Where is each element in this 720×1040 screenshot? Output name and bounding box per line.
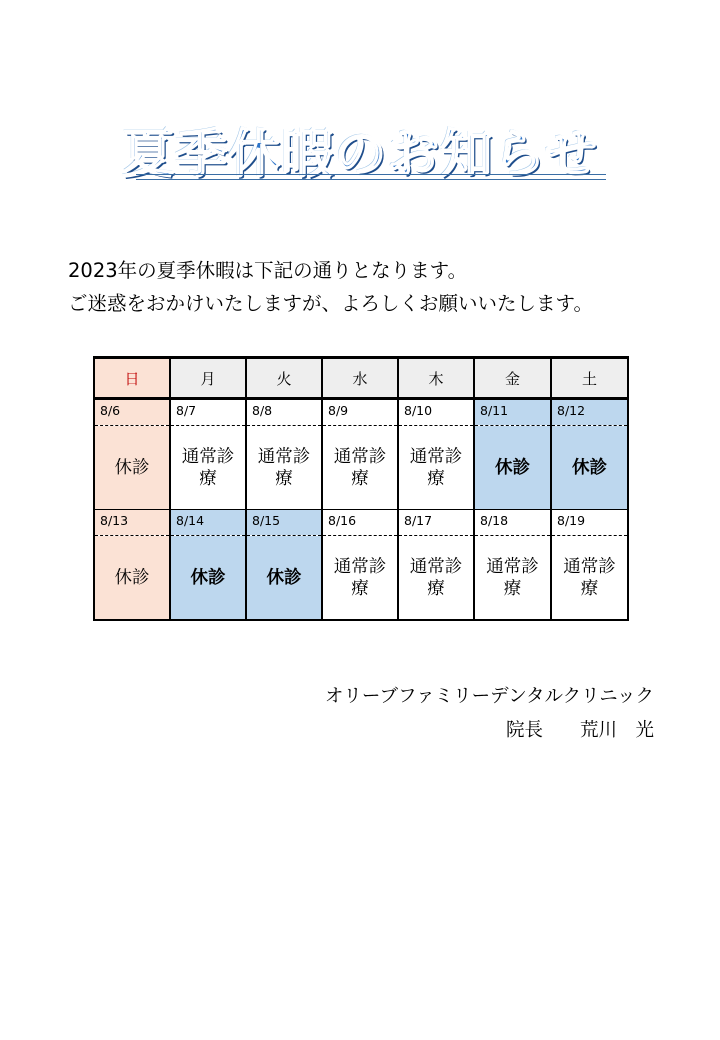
weekday-thu: 木 <box>398 358 474 399</box>
date-cell: 8/7 <box>170 399 246 426</box>
holiday-calendar <box>93 356 629 621</box>
date-cell: 8/15 <box>246 510 322 536</box>
date-cell: 8/16 <box>322 510 398 536</box>
status-open-cell <box>246 426 322 510</box>
date-cell: 8/18 <box>474 510 551 536</box>
notice-line-1: 2023年の夏季休暇は下記の通りとなります。 <box>68 259 468 282</box>
notice-text <box>68 254 593 320</box>
week1-date-row <box>94 399 628 426</box>
status-label: 通常診療 <box>563 556 616 599</box>
status-label: 通常診療 <box>409 556 463 599</box>
weekday-wed: 水 <box>322 358 398 399</box>
date-cell: 8/19 <box>551 510 628 536</box>
signature-block <box>325 680 654 748</box>
status-open-cell <box>474 536 551 621</box>
status-closed-cell: 休診 <box>94 536 170 621</box>
status-closed-cell: 休診 <box>551 426 628 510</box>
date-cell: 8/6 <box>94 399 170 426</box>
status-label: 通常診療 <box>409 446 463 489</box>
status-open-cell <box>170 426 246 510</box>
week2-status-row <box>94 536 628 621</box>
status-label: 通常診療 <box>257 446 311 489</box>
weekday-fri: 金 <box>474 358 551 399</box>
status-open-cell <box>398 426 474 510</box>
status-open-cell <box>398 536 474 621</box>
status-label: 通常診療 <box>333 556 387 599</box>
status-closed-cell: 休診 <box>170 536 246 621</box>
status-open-cell <box>551 536 628 621</box>
status-closed-cell: 休診 <box>246 536 322 621</box>
status-open-cell <box>322 536 398 621</box>
status-closed-cell: 休診 <box>474 426 551 510</box>
weekday-tue: 火 <box>246 358 322 399</box>
date-cell: 8/13 <box>94 510 170 536</box>
date-cell: 8/17 <box>398 510 474 536</box>
date-cell: 8/12 <box>551 399 628 426</box>
date-cell: 8/9 <box>322 399 398 426</box>
weekday-sat: 土 <box>551 358 628 399</box>
notice-line-2: ご迷惑をおかけいたしますが、よろしくお願いいたします。 <box>68 292 593 315</box>
status-label: 通常診療 <box>333 446 387 489</box>
status-open-cell <box>322 426 398 510</box>
date-cell: 8/8 <box>246 399 322 426</box>
date-cell: 8/10 <box>398 399 474 426</box>
status-label: 通常診療 <box>486 556 539 599</box>
clinic-name: オリーブファミリーデンタルクリニック <box>324 686 654 707</box>
weekday-mon: 月 <box>170 358 246 399</box>
title-underline <box>136 174 606 180</box>
weekday-header-row <box>94 358 628 399</box>
status-label: 通常診療 <box>181 446 235 489</box>
page-title: 夏季休暇のお知らせ <box>122 125 598 185</box>
status-closed-cell: 休診 <box>94 426 170 510</box>
date-cell: 8/11 <box>474 399 551 426</box>
date-cell: 8/14 <box>170 510 246 536</box>
week2-date-row <box>94 510 628 536</box>
week1-status-row <box>94 426 628 510</box>
director-name: 院長 荒川 光 <box>505 720 654 741</box>
weekday-sun: 日 <box>94 358 170 399</box>
